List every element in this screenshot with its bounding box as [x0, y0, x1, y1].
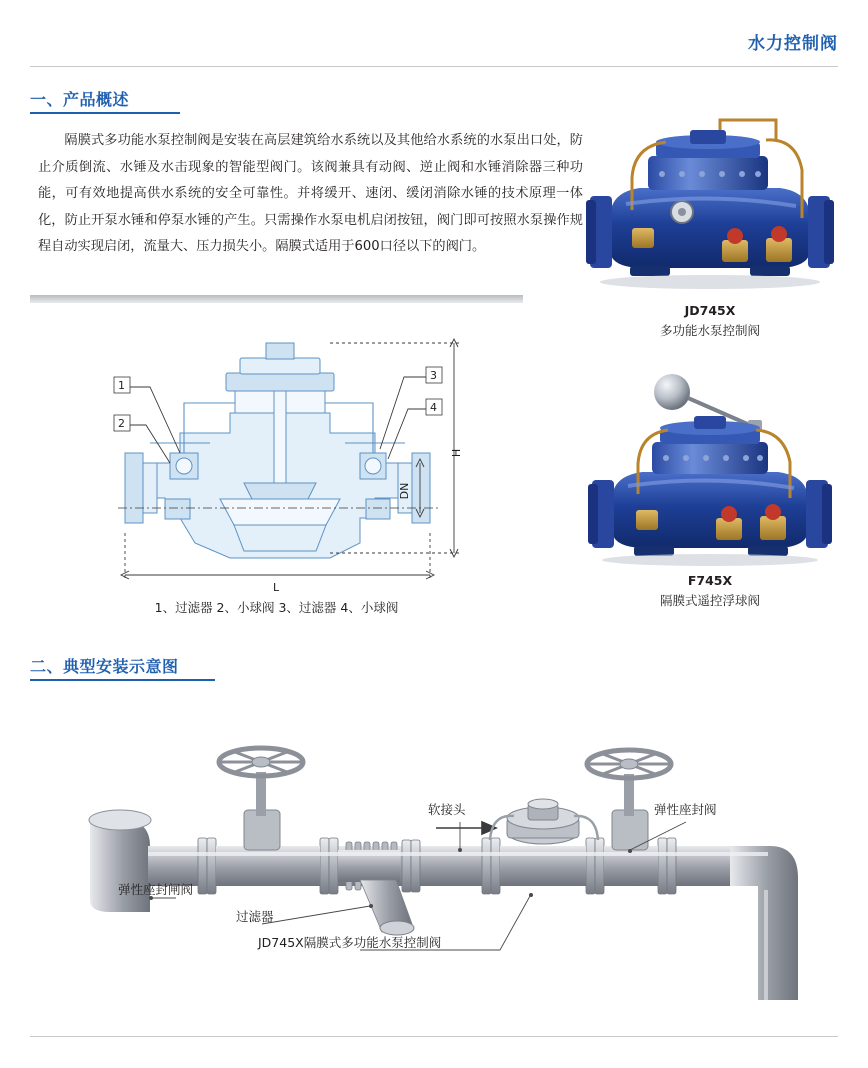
svg-text:1: 1 [118, 379, 125, 392]
svg-text:L: L [273, 581, 280, 594]
valve-photo-f745x-image [570, 370, 850, 566]
section-heading-installation: 二、典型安装示意图 [30, 657, 179, 676]
svg-text:2: 2 [118, 417, 125, 430]
svg-text:DN: DN [398, 482, 411, 500]
installation-diagram [30, 700, 838, 1010]
header-divider [30, 66, 838, 67]
page-title: 水力控制阀 [748, 34, 838, 54]
page-header [0, 0, 868, 68]
product-desc-f745x: 隔膜式遥控浮球阀 [659, 592, 760, 608]
product-name-jd745x: JD745X [684, 303, 736, 318]
jd745x-illustration [570, 100, 850, 296]
callout-jd745x-valve: JD745X隔膜式多功能水泵控制阀 [258, 935, 442, 950]
product-card-f745x [570, 370, 850, 611]
section-underline-installation [30, 679, 215, 681]
product-desc-jd745x: 多功能水泵控制阀 [659, 322, 760, 338]
svg-text:3: 3 [430, 369, 437, 382]
callout-strainer: 过滤器 [236, 909, 274, 924]
section-underline-overview [30, 112, 180, 114]
svg-text:H: H [450, 448, 463, 458]
technical-drawing [30, 303, 523, 603]
f745x-illustration [570, 370, 850, 566]
section-heading-overview: 一、产品概述 [30, 90, 130, 109]
drawing-top-band [30, 295, 523, 303]
callout-resilient-seat-gate-valve: 弹性座封闸阀 [118, 882, 194, 897]
callout-flexible-joint: 软接头 [428, 802, 466, 817]
installation-illustration [30, 700, 838, 1010]
callout-resilient-seat-valve: 弹性座封阀 [654, 802, 717, 817]
overview-paragraph: 隔膜式多功能水泵控制阀是安装在高层建筑给水系统以及其他给水系统的水泵出口处，防止介质倒流、水锤及水击现象的智能型阀门。该阀兼具有动阀、逆止阀和水锤消除器三种功能，可有效地提高供水系统的安全可靠性。并将缓开、速闭、缓闭消除水锤的技术原理一体化，防止开泵水锤和停泵水锤的产生。只需操作水泵电机启闭按钮，阀门即可按照水泵操作规程自动实现启闭，流量大、压力损失小。隔膜式适用于600口径以下的阀门。 [38, 133, 583, 254]
product-name-f745x: F745X [687, 573, 733, 588]
valve-photo-jd745x-image [570, 100, 850, 296]
drawing-caption: 1、过滤器 2、小球阀 3、过滤器 4、小球阀 [154, 600, 399, 615]
valve-section-drawing [30, 303, 523, 603]
svg-text:4: 4 [430, 401, 437, 414]
footer-divider [30, 1036, 838, 1037]
product-card-jd745x [570, 100, 850, 341]
